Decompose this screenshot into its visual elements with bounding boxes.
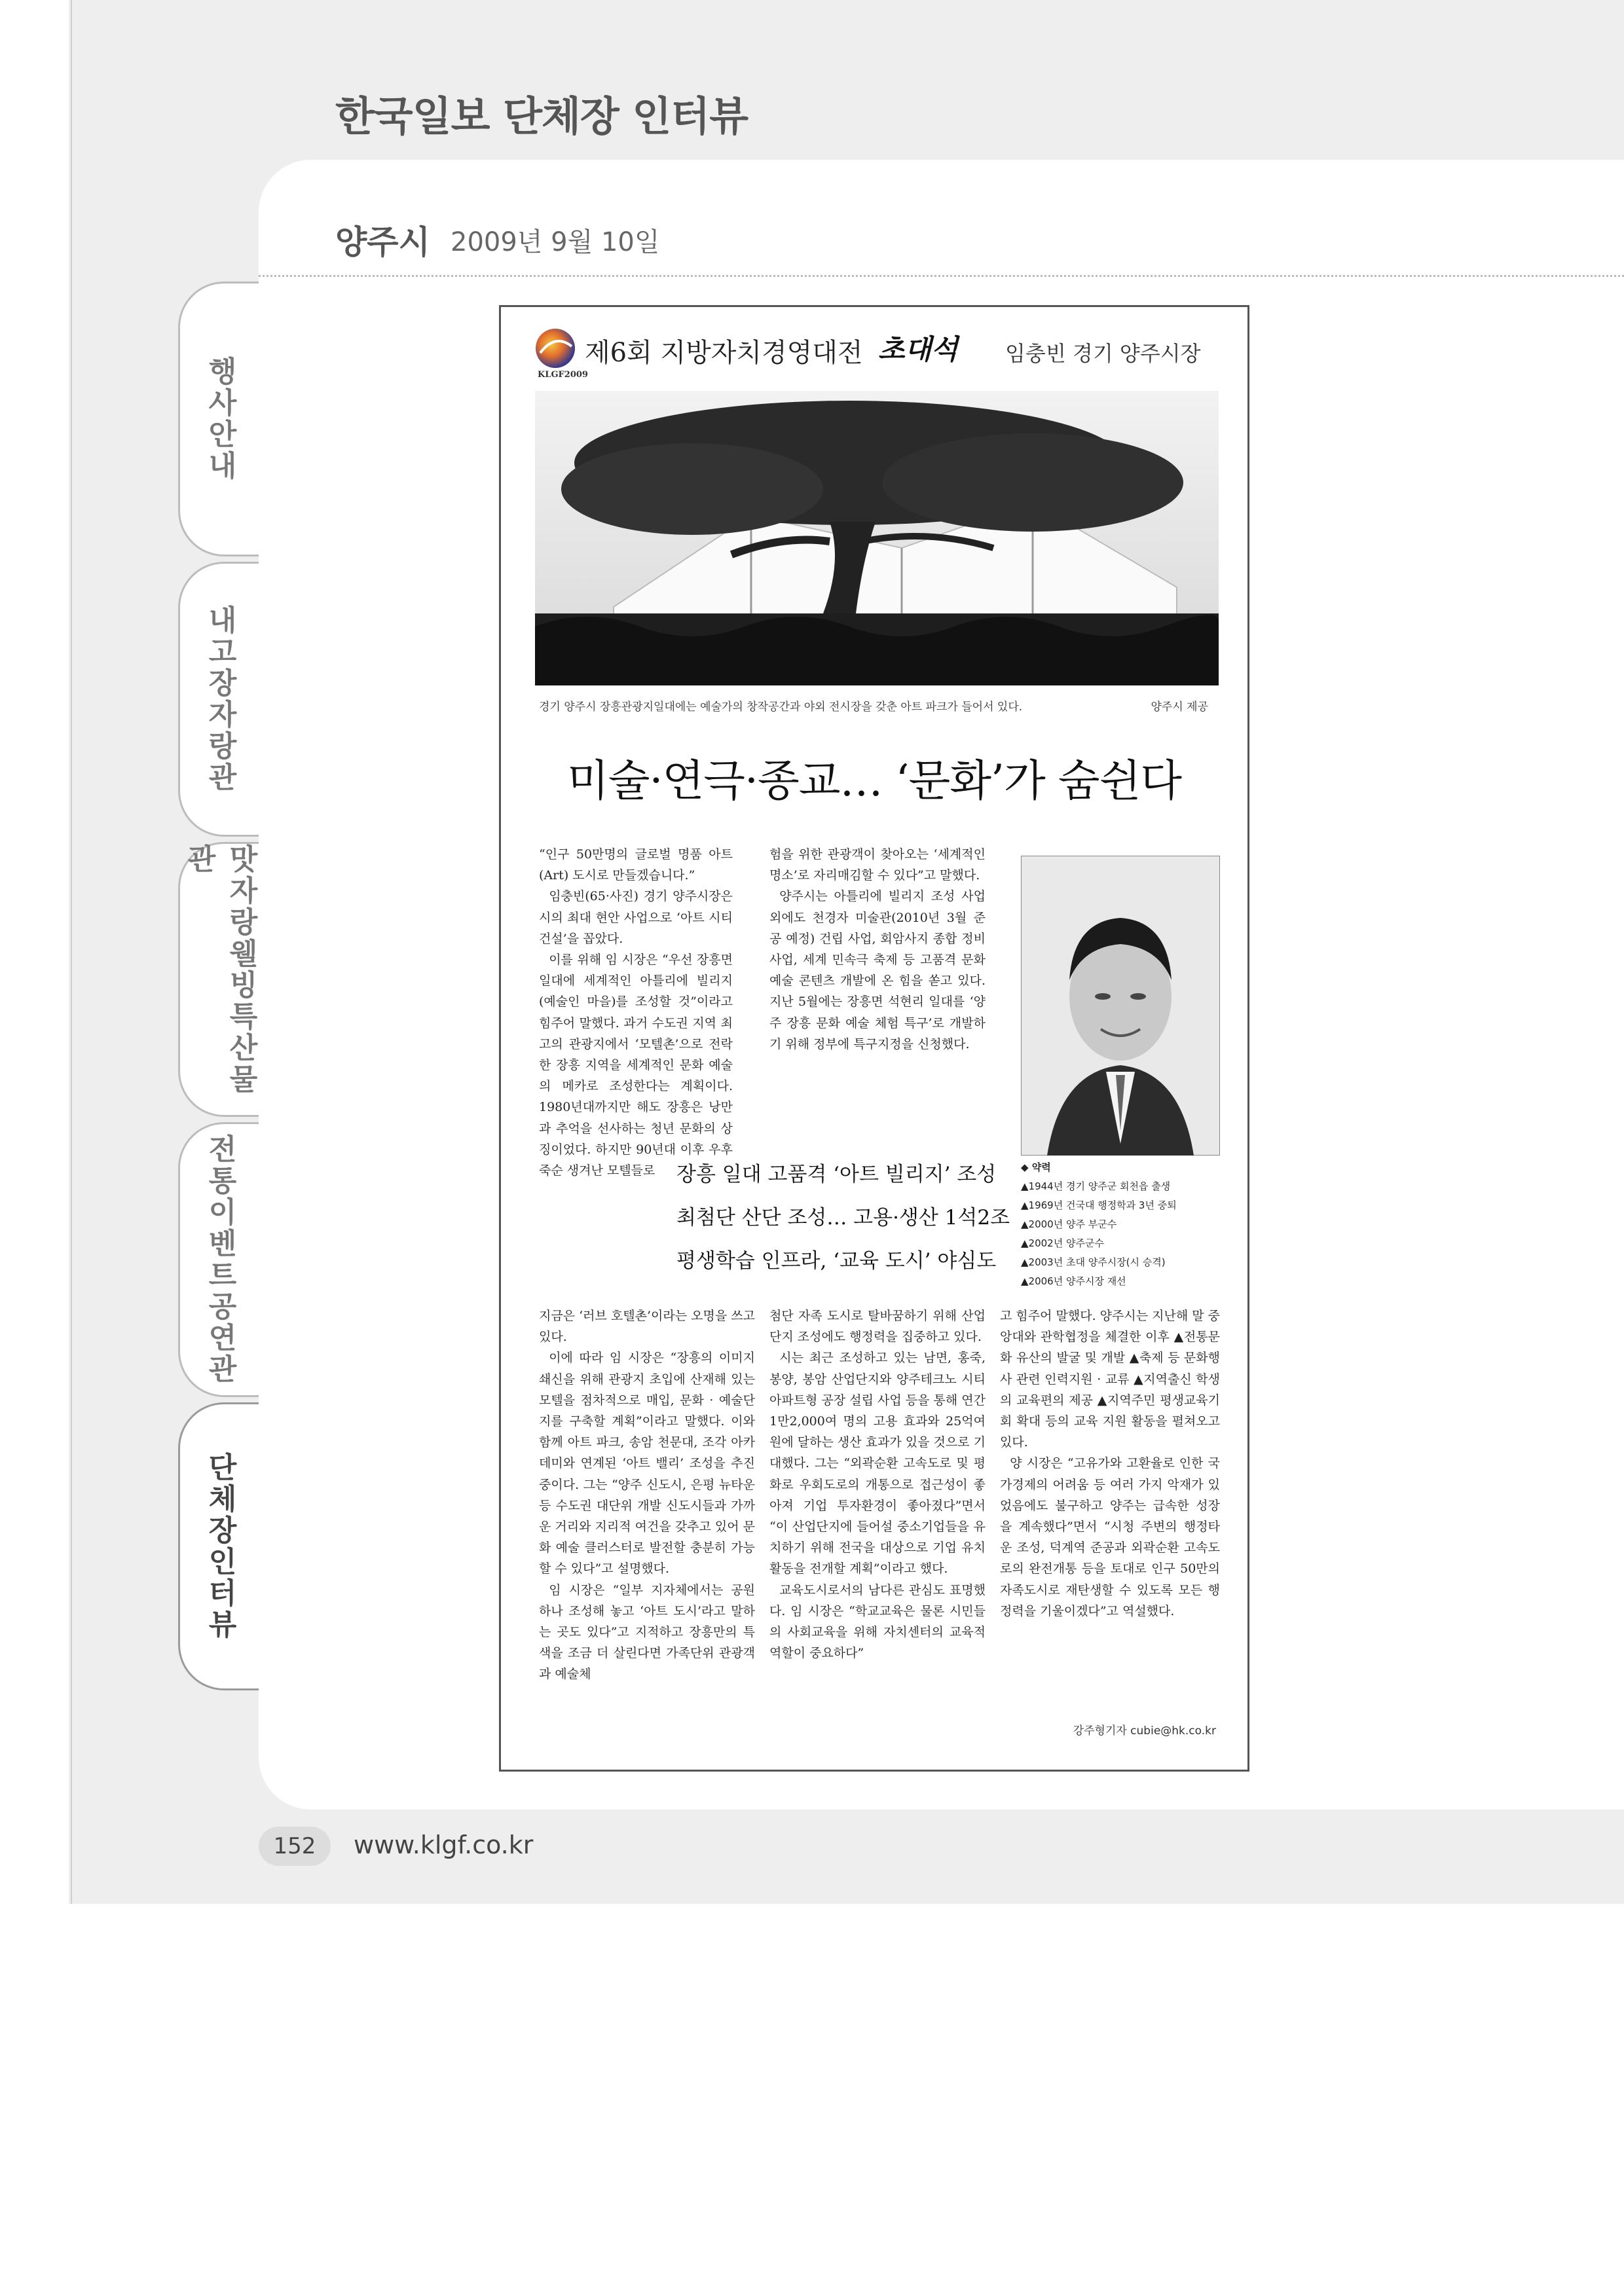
side-tab-label: 전통이벤트공연관 (203, 1134, 236, 1385)
newspaper-article (499, 305, 1249, 1772)
paragraph: 이에 따라 임 시장은 “장흥의 이미지 쇄신을 위해 관광지 초입에 산재해 있는 모텔을 점차적으로 매입, 문화 · 예술단지를 구축할 계획”이라고 말했다. 이와 함께 아트 파크, 송암 천문대, 조각 아카데미와 연계된 ‘아트 밸리’ 조성을 추진 중이다. 그는 “양주 신도시, 은평 뉴타운 등 수도권 대단위 개발 신도시들과 가까운 거리와 지리적 여건을 갖추고 있어 문화 예술 클러스터로 발전할 충분히 가능할 수 있다”고 설명했다. (539, 1351, 755, 1576)
paragraph: 임 시장은 “일부 지자체에서는 공원 하나 조성해 놓고 ‘아트 도시’라고 말하는 곳도 있다”고 지적하고 장흥만의 특색을 조금 더 살린다면 가족단위 관광객과 예술체 (539, 1582, 755, 1682)
banner-person: 임충빈 경기 양주시장 (1005, 341, 1201, 366)
paragraph: 이를 위해 임 시장은 “우선 장흥면 일대에 세계적인 아틀리에 빌리지(예술인 마을)를 조성할 것”이라고 힘주어 말했다. 과거 수도권 지역 최고의 관광지에서 ‘모텔촌’으로 전락한 장흥 지역을 세계적인 문화 예술의 메카로 조성한다는 계획이다. 1980년대까지만 해도 장흥은 낭만과 추억을 선사하는 청년 문화의 상징이었다. 하지만 90년대 이후 우후죽순 생겨난 모텔들로 (539, 953, 733, 1178)
side-tab-label: 내고장자랑관 (203, 605, 236, 793)
klgf-logo-text: KLGF2009 (538, 370, 588, 380)
article-column-1-bottom (539, 1305, 755, 1685)
paragraph: 양 시장은 “고유가와 고환율로 인한 국가경제의 어려움 등 여러 가지 악재가 있었음에도 불구하고 양주는 급속한 성장을 계속했다”면서 “시청 주변의 행정타운 조성, 덕계역 준공과 외곽순환 고속도로의 완전개통 등을 토대로 인구 50만의 자족도시로 재탄생할 수 있도록 모든 행정력을 기울이겠다”고 역설했다. (1000, 1456, 1220, 1618)
side-tab-performance[interactable] (178, 1122, 259, 1397)
website-url[interactable]: www.klgf.co.kr (354, 1831, 534, 1859)
page-number: 152 (259, 1827, 331, 1866)
binding-line (71, 0, 72, 1904)
photo-credit: 양주시 제공 (1151, 701, 1208, 714)
profile-item: ▲2002년 양주군수 (1021, 1237, 1104, 1249)
profile-item: ▲1944년 경기 양주군 회천읍 출생 (1021, 1180, 1171, 1192)
reporter-byline: 강주형기자 cubie@hk.co.kr (1073, 1724, 1216, 1738)
art-park-photo (535, 391, 1219, 685)
side-tab-label: 단체장인터뷰 (203, 1452, 236, 1641)
side-tab-event-guide[interactable] (178, 282, 259, 556)
header-divider (259, 275, 1624, 277)
header-city: 양주시 (335, 223, 430, 261)
klgf-logo-icon (534, 327, 577, 370)
article-column-2-top (769, 844, 986, 1055)
article-headline: 미술·연극·종교… ‘문화’가 숨쉰다 (567, 756, 1181, 806)
profile-item: ▲2000년 양주 부군수 (1021, 1218, 1117, 1230)
subhead: 평생학습 인프라, ‘교육 도시’ 야심도 (676, 1249, 997, 1273)
paragraph: 지금은 ‘러브 호텔촌’이라는 오명을 쓰고 있다. (539, 1309, 755, 1345)
profile-item: ▲2006년 양주시장 재선 (1021, 1275, 1126, 1287)
paragraph: 첨단 자족 도시로 탈바꿈하기 위해 산업 단지 조성에도 행정력을 집중하고 있다. (769, 1309, 986, 1345)
banner-title: 제6회 지방자치경영대전 (585, 338, 863, 368)
subhead: 최첨단 산단 조성… 고용·생산 1석2조 (676, 1206, 1010, 1230)
side-tab-hometown[interactable] (178, 562, 259, 837)
side-tab-label: 맛자랑웰빙특산물관 (182, 844, 257, 1095)
mayor-portrait-photo (1021, 856, 1220, 1156)
profile-item: ▲2003년 초대 양주시장(시 승격) (1021, 1256, 1166, 1268)
paragraph: 임충빈(65·사진) 경기 양주시장은 시의 최대 현안 사업으로 ‘아트 시티 건설’을 꼽았다. (539, 889, 733, 946)
book-title: 한국일보 단체장 인터뷰 (335, 92, 748, 140)
paragraph: 양주시는 아틀리에 빌리지 조성 사업 외에도 천경자 미술관(2010년 3월 준공 예정) 건립 사업, 회암사지 종합 정비 사업, 세계 민속극 축제 등 고품격 문화 예술 콘텐츠 개발에 온 힘을 쏟고 있다. 지난 5월에는 장흥면 석현리 일대를 ‘양주 장흥 문화 예술 체험 특구’로 개발하기 위해 정부에 특구지정을 신청했다. (769, 889, 986, 1051)
profile-item: ▲1969년 건국대 행정학과 3년 중퇴 (1021, 1199, 1177, 1211)
side-tab-label: 행사안내 (203, 356, 236, 482)
header-date: 2009년 9월 10일 (451, 227, 660, 257)
paragraph: 고 힘주어 말했다. 양주시는 지난해 말 중앙대와 관학협정을 체결한 이후 ▲전통문화 유산의 발굴 및 개발 ▲축제 등 문화행사 관련 인력지원 · 교류 ▲지역출신 학생의 교육편의 제공 ▲지역주민 평생교육기회 확대 등의 교육 지원 활동을 펼쳐오고 있다. (1000, 1309, 1220, 1450)
article-column-1-top (539, 844, 733, 1181)
mayor-profile (1021, 1158, 1220, 1291)
side-tab-specialty[interactable] (178, 842, 259, 1117)
subhead: 장흥 일대 고품격 ‘아트 빌리지’ 조성 (676, 1163, 997, 1186)
photo-caption: 경기 양주시 장흥관광지일대에는 예술가의 창작공간과 야외 전시장을 갖춘 아트 파크가 들어서 있다. (539, 701, 1023, 714)
article-banner (501, 307, 1247, 392)
paragraph: 교육도시로서의 남다른 관심도 표명했다. 임 시장은 “학교교육은 물론 시민들의 사회교육을 위해 자치센터의 교육적 역할이 중요하다” (769, 1582, 986, 1661)
profile-title: ◆ 약력 (1021, 1161, 1051, 1173)
banner-award: 초대석 (878, 333, 958, 365)
article-column-3-bottom (1000, 1305, 1220, 1622)
subhead-box (676, 1153, 1010, 1283)
paragraph: 시는 최근 조성하고 있는 남면, 홍죽, 봉양, 봉암 산업단지와 양주테크노 시티 아파트형 공장 설립 사업 등을 통해 연간 1만2,000여 명의 고용 효과와 25억여원에 달하는 생산 효과가 있을 것으로 기대했다. 그는 “외곽순환 고속도로 및 평화로 우회도로의 개통으로 접근성이 좋아져 기업 투자환경이 좋아졌다”면서 “이 산업단지에 들어설 중소기업들을 유치하기 위해 전국을 대상으로 기업 유치 활동을 전개할 계획”이라고 했다. (769, 1351, 986, 1576)
side-tab-interview[interactable] (178, 1402, 259, 1690)
paragraph: “인구 50만명의 글로벌 명품 아트(Art) 도시로 만들겠습니다.” (539, 847, 733, 883)
article-column-2-bottom (769, 1305, 986, 1664)
paragraph: 험을 위한 관광객이 찾아오는 ‘세계적인 명소’로 자리매김할 수 있다”고 말했다. (769, 847, 986, 883)
